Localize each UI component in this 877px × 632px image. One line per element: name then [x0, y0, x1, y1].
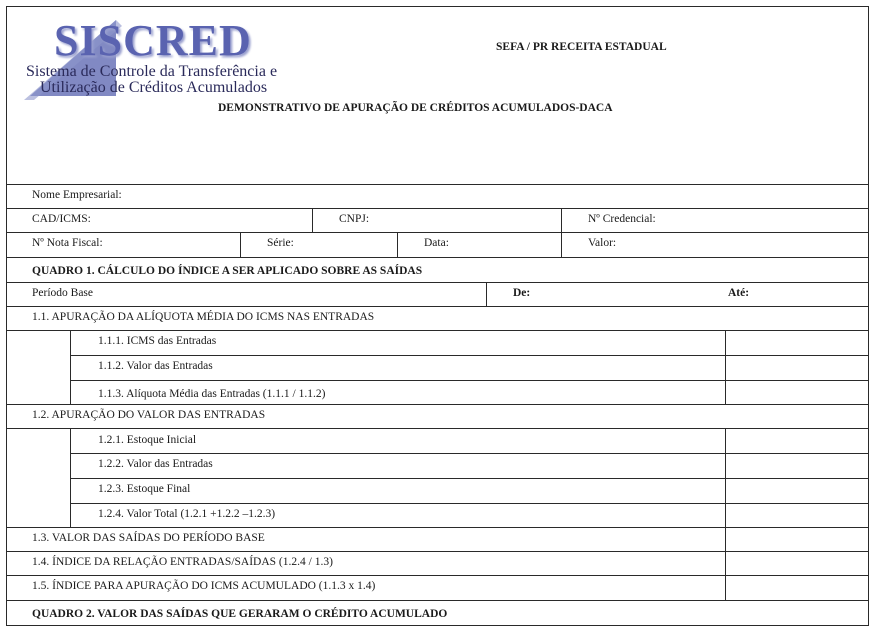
- row-1-1-2: 1.1.2. Valor das Entradas: [98, 360, 213, 372]
- cad-icms-label: CAD/ICMS:: [32, 213, 91, 225]
- divider: [70, 428, 71, 527]
- logo-subtitle-line2: Utilização de Créditos Acumulados: [40, 79, 268, 96]
- divider: [240, 232, 241, 257]
- section-1-1: 1.1. APURAÇÃO DA ALÍQUOTA MÉDIA DO ICMS NAS ENTRADAS: [32, 311, 375, 323]
- document-title: DEMONSTRATIVO DE APURAÇÃO DE CRÉDITOS ACUMULADOS-DACA: [218, 102, 613, 114]
- valor-label: Valor:: [588, 237, 617, 249]
- quadro2-title: QUADRO 2. VALOR DAS SAÍDAS QUE GERARAM O CRÉDITO ACUMULADO: [32, 608, 448, 620]
- data-label: Data:: [424, 237, 449, 249]
- logo-subtitle-line1: Sistema de Controle da Transferência e: [26, 63, 278, 80]
- section-1-5: 1.5. ÍNDICE PARA APURAÇÃO DO ICMS ACUMULADO (1.1.3 x 1.4): [32, 580, 376, 592]
- divider: [6, 428, 869, 429]
- divider: [6, 257, 869, 258]
- divider: [70, 453, 869, 454]
- quadro1-title: QUADRO 1. CÁLCULO DO ÍNDICE A SER APLICADO SOBRE AS SAÍDAS: [32, 265, 423, 277]
- nome-empresarial-label: Nome Empresarial:: [32, 189, 122, 201]
- divider: [70, 503, 869, 504]
- row-1-2-3: 1.2.3. Estoque Final: [98, 483, 191, 495]
- divider: [6, 600, 869, 601]
- divider: [70, 355, 869, 356]
- divider: [6, 208, 869, 209]
- serie-label: Série:: [267, 237, 294, 249]
- divider: [6, 184, 869, 185]
- divider: [6, 306, 869, 307]
- logo-title: SISCRED: [54, 16, 252, 65]
- divider: [6, 330, 869, 331]
- ate-label: Até:: [728, 287, 750, 299]
- row-1-2-1: 1.2.1. Estoque Inicial: [98, 434, 197, 446]
- credencial-label: Nº Credencial:: [588, 213, 656, 225]
- divider: [312, 208, 313, 232]
- agency-label: SEFA / PR RECEITA ESTADUAL: [496, 41, 667, 53]
- row-1-1-1: 1.1.1. ICMS das Entradas: [98, 335, 217, 347]
- section-1-2: 1.2. APURAÇÃO DO VALOR DAS ENTRADAS: [32, 409, 266, 421]
- nota-fiscal-label: Nº Nota Fiscal:: [32, 237, 103, 249]
- divider: [6, 575, 869, 576]
- divider: [70, 380, 869, 381]
- divider: [6, 282, 869, 283]
- divider: [561, 208, 562, 257]
- row-1-2-4: 1.2.4. Valor Total (1.2.1 +1.2.2 –1.2.3): [98, 508, 276, 520]
- row-1-2-2: 1.2.2. Valor das Entradas: [98, 458, 213, 470]
- divider: [725, 428, 726, 600]
- de-label: De:: [513, 287, 531, 299]
- divider: [6, 551, 869, 552]
- divider: [6, 527, 869, 528]
- siscred-logo: [24, 18, 324, 100]
- divider: [6, 232, 869, 233]
- divider: [6, 404, 869, 405]
- divider: [486, 282, 487, 306]
- section-1-3: 1.3. VALOR DAS SAÍDAS DO PERÍODO BASE: [32, 532, 265, 544]
- periodo-base-label: Período Base: [32, 287, 94, 299]
- divider: [70, 478, 869, 479]
- divider: [397, 232, 398, 257]
- divider: [725, 330, 726, 404]
- row-1-1-3: 1.1.3. Alíquota Média das Entradas (1.1.1 / 1.1.2): [98, 388, 326, 400]
- section-1-4: 1.4. ÍNDICE DA RELAÇÃO ENTRADAS/SAÍDAS (1.2.4 / 1.3): [32, 556, 333, 568]
- cnpj-label: CNPJ:: [339, 213, 370, 225]
- divider: [70, 330, 71, 404]
